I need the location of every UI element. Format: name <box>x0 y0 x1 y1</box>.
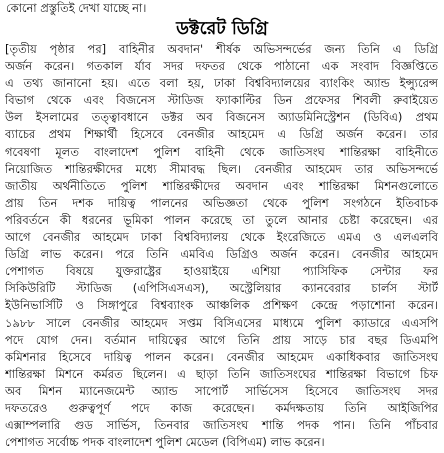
article-body-line: ইউনিভার্সিটি ও সিঙ্গাপুরে বিশ্বব্যাংক আঞ্চলিক প্রশিক্ষণ কেন্দ্রে পড়াশোনা করেন। <box>5 298 438 313</box>
article-headline: ডক্টরেট ডিগ্রি <box>176 19 268 39</box>
article-body-line: দফতরেও গুরুত্বপূর্ণ পদে কাজ করেছেন। কর্মদক্ষতায় তিনি আইজিপির <box>5 400 438 415</box>
article-body-line: গবেষণা মূলত বাংলাদেশ পুলিশ বাহিনী থেকে জাতিসংঘ শান্তিরক্ষা বাহিনীতে <box>5 144 438 159</box>
article-body-line: ১৯৮৮ সালে বেনজীর আহমেদ সপ্তম বিসিএসের মাধ্যমে পুলিশ ক্যাডারে এএসপি <box>5 315 438 330</box>
article-body-line: জাতীয় অর্থনীতিতে পুলিশ শান্তিরক্ষীদের অবদান এবং শান্তিরক্ষা মিশনগুলোতে <box>5 178 438 193</box>
article-body-line: আগে বেনজীর আহমেদ ঢাকা বিশ্ববিদ্যালয় থেকে ইংরেজিতে এমএ ও এলএলবি <box>5 230 438 245</box>
article-body-line: পেশাগত বিষয়ে যুক্তরাষ্ট্রের হাওয়াইয়ে এশিয়া প্যাসিফিক সেন্টার ফর <box>5 264 438 279</box>
article-body-line: অর্জন করেন। গতকাল র্যাব সদর দফতর থেকে পাঠানো এক সংবাদ বিজ্ঞপ্তিতে <box>5 59 438 74</box>
article-body-line: প্রায় তিন দশক দায়িত্ব পালনের অভিজ্ঞতা থেকে পুলিশ সংগঠনে ইতিবাচক <box>5 195 438 210</box>
article-body <box>5 41 438 451</box>
article-body-line: বিভাগ থেকে এবং বিজনেস স্টাডিজ ফ্যাকাল্টির ডিন প্রফেসর শিবলী রুবাইয়েত <box>5 93 438 108</box>
article-body-line: শান্তিরক্ষা মিশনে কর্মরত ছিলেন। এ ছাড়া তিনি জাতিসংঘের শান্তিরক্ষা বিভাগে চিফ <box>5 366 438 381</box>
article-body-line: উল ইসলামের তত্ত্বাবধানে ডক্টর অব বিজনেস অ্যাডমিনিস্ট্রেশন (ডিবিএ) প্রথম <box>5 110 438 125</box>
article-body-line: কমিশনার হিসেবে দায়িত্ব পালন করেন। বেনজীর আহমেদ একাধিকবার জাতিসংঘ <box>5 349 438 364</box>
article-body-line: ডিগ্রি লাভ করেন। পরে তিনি এমবিএ ডিগ্রিও অর্জন করেন। বেনজীর আহমেদ <box>5 247 438 262</box>
article-body-line: নিয়োজিত শান্তিরক্ষীদের মধ্যে সীমাবদ্ধ ছিল। বেনজীর আহমেদ তার অভিসন্দর্ভে <box>5 161 438 176</box>
preceding-article-line: কোনো প্রস্তুতিই দেখা যাচ্ছে না। <box>6 1 147 15</box>
article-body-line: এক্সাম্পলারি গুড সার্ভিস, তিনবার জাতিসংঘ শান্তি পদক পান। তিনি পাঁচবার <box>5 418 438 433</box>
article-body-line: সিকিউরিটি স্টাডিজ (এপিসিএসএস), অস্ট্রেলিয়ার ক্যানবেরার চার্লস স্টার্ট <box>5 281 438 296</box>
article-body-line: পেশাগত সর্বোচ্চ পদক বাংলাদেশ পুলিশ মেডেল (বিপিএম) লাভ করেন। <box>5 435 325 450</box>
article-body-line: অব মিশন ম্যানেজমেন্ট অ্যান্ড সাপোর্ট সার্ভিসেস হিসেবে জাতিসংঘ সদর <box>5 383 438 398</box>
article-body-line: পদে যোগ দেন। বর্তমান দায়িত্বের আগে তিনি প্রায় সাড়ে চার বছর ডিএমপি <box>5 332 438 347</box>
article-body-line: পরিবর্তনে কী ধরনের ভূমিকা পালন করেছে তা তুলে আনার চেষ্টা করেছেন। এর <box>5 212 438 227</box>
article-body-line: এ তথ্য জানানো হয়। এতে বলা হয়, ঢাকা বিশ্ববিদ্যালয়ের ব্যাংকিং অ্যান্ড ইন্স্যুরেন্স <box>5 76 438 91</box>
article-body-line: [তৃতীয় পৃষ্ঠার পর] বাহিনীর অবদান' শীর্ষক অভিসন্দর্ভের জন্য তিনি এ ডিগ্রি <box>5 42 438 56</box>
article-body-line: ব্যাচের প্রথম শিক্ষার্থী হিসেবে বেনজীর আহমেদ এ ডিগ্রি অর্জন করেন। তার <box>5 127 438 142</box>
